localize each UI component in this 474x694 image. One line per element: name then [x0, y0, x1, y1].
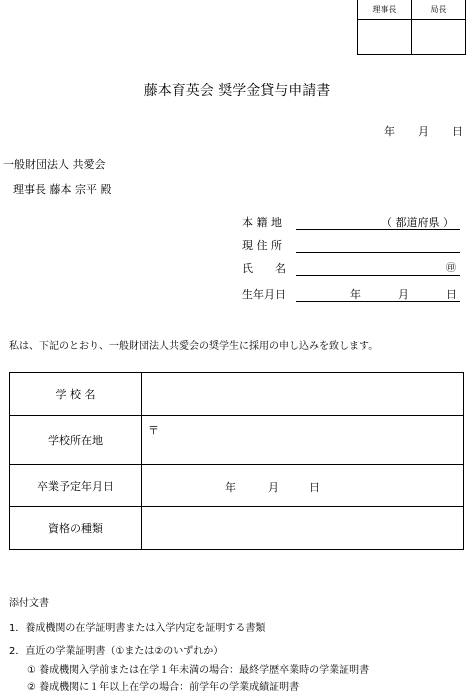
approval-column-chairman [358, 0, 412, 54]
addressee-organization: 一般財団法人 共愛会 [3, 158, 106, 171]
graduation-month: 月 [268, 480, 279, 494]
document-title: 藤本育英会 奨学金貸与申請書 [143, 83, 331, 99]
date-year: 年 [384, 125, 395, 138]
graduation-year: 年 [225, 480, 236, 494]
birthdate-field-line[interactable] [296, 301, 460, 302]
graduation-date-label: 卒業予定年月日 [10, 465, 142, 507]
school-name-label: 学 校 名 [10, 373, 142, 416]
birth-day: 日 [446, 288, 457, 301]
table-row [10, 373, 464, 416]
birthdate-label: 生年月日 [242, 288, 286, 301]
seal-mark: ㊞ [446, 263, 456, 274]
date-month: 月 [418, 125, 429, 138]
attachment-item-1: 1．養成機関の在学証明書または入学内定を証明する書類 [9, 623, 266, 634]
addressee-person: 理事長 藤本 宗平 殿 [13, 183, 112, 196]
graduation-date-field[interactable] [142, 465, 464, 507]
application-form-table [9, 372, 464, 550]
approval-stamp-box [357, 0, 466, 55]
attachment-subitem-1: ① 養成機関入学前または在学１年未満の場合：最終学歴卒業時の学業証明書 [27, 665, 370, 676]
attachment-subitem-2: ② 養成機関に１年以上在学の場合：前学年の学業成績証明書 [27, 682, 300, 693]
attachments-heading: 添付文書 [9, 598, 49, 609]
school-name-field[interactable] [142, 373, 464, 416]
application-statement: 私は、下記のとおり、一般財団法人共愛会の奨学生に採用の申し込みを致します。 [9, 341, 379, 352]
approval-header-director: 局長 [412, 0, 465, 20]
graduation-day: 日 [309, 480, 320, 494]
approval-column-director [412, 0, 465, 54]
address-label: 現 住 所 [242, 239, 282, 252]
table-row [10, 507, 464, 550]
school-address-label: 学校所在地 [10, 416, 142, 465]
attachment-item-2: 2．直近の学業証明書（①または②のいずれか） [9, 646, 224, 657]
table-row [10, 416, 464, 465]
table-row [10, 465, 464, 507]
birth-month: 月 [398, 288, 409, 301]
domicile-hint: （ 都道府県 ） [381, 216, 454, 229]
qualification-type-field[interactable] [142, 507, 464, 550]
name-label: 氏 名 [242, 262, 286, 275]
name-field-line[interactable] [296, 275, 460, 276]
date-day: 日 [452, 125, 463, 138]
school-address-field[interactable] [142, 416, 464, 465]
domicile-label: 本 籍 地 [242, 216, 282, 229]
approval-header-chairman: 理事長 [358, 0, 411, 20]
address-field-line[interactable] [296, 252, 460, 253]
postal-mark: 〒 [148, 424, 159, 437]
birth-year: 年 [350, 288, 361, 301]
qualification-type-label: 資格の種類 [10, 507, 142, 550]
